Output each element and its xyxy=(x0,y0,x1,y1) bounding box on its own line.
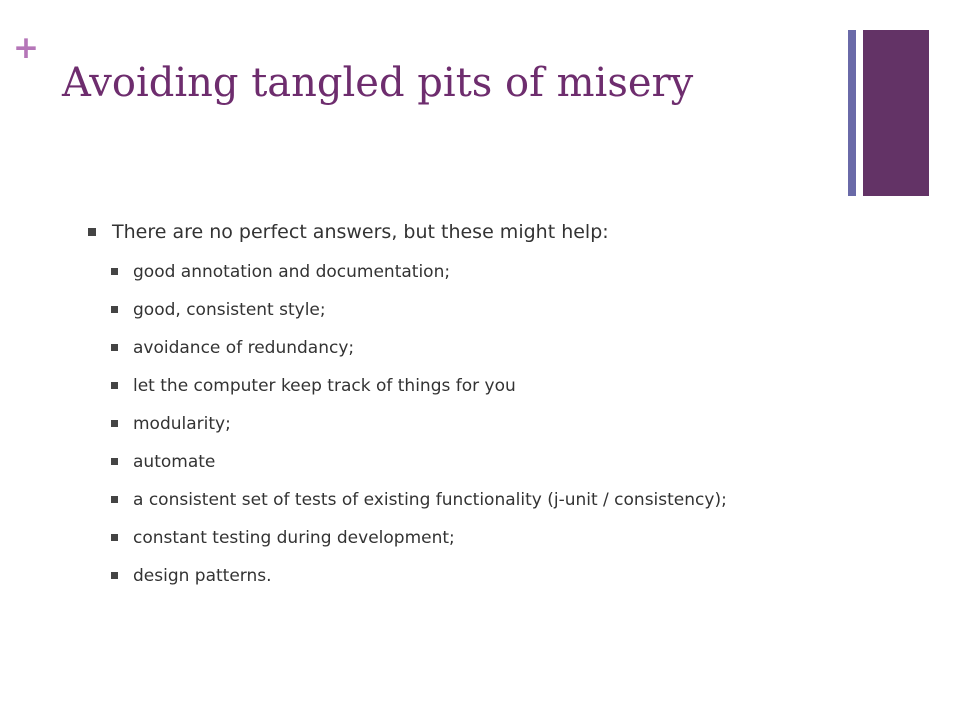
sub-bullet-text: avoidance of redundancy; xyxy=(133,338,355,358)
sub-bullet-text: design patterns. xyxy=(133,566,272,586)
main-bullet-text: There are no perfect answers, but these might help: xyxy=(112,221,609,243)
sub-bullet-text: modularity; xyxy=(133,414,231,434)
sub-bullet-list xyxy=(110,260,806,588)
sub-bullet-text: good annotation and documentation; xyxy=(133,262,451,282)
square-bullet-icon xyxy=(111,268,118,275)
sub-bullet-item xyxy=(110,526,806,550)
sub-bullet-item xyxy=(110,336,806,360)
slide-content xyxy=(86,218,806,602)
square-bullet-icon xyxy=(111,306,118,313)
slide-title: Avoiding tangled pits of misery xyxy=(62,60,694,106)
sub-bullet-text: automate xyxy=(133,452,216,472)
sub-bullet-text: let the computer keep track of things for you xyxy=(133,376,516,396)
decorative-thin-bar xyxy=(848,30,856,196)
sub-bullet-item xyxy=(110,298,806,322)
sub-bullet-item xyxy=(110,412,806,436)
square-bullet-icon xyxy=(111,572,118,579)
sub-bullet-item xyxy=(110,450,806,474)
sub-bullet-item xyxy=(110,564,806,588)
sub-bullet-item xyxy=(110,488,806,512)
square-bullet-icon xyxy=(111,382,118,389)
sub-bullet-text: good, consistent style; xyxy=(133,300,326,320)
square-bullet-icon xyxy=(111,420,118,427)
main-bullet-item xyxy=(86,218,806,246)
square-bullet-icon xyxy=(111,534,118,541)
sub-bullet-item xyxy=(110,374,806,398)
sub-bullet-item xyxy=(110,260,806,284)
plus-icon: + xyxy=(13,30,39,66)
decorative-thick-bar xyxy=(863,30,929,196)
sub-bullet-text: a consistent set of tests of existing functionality (j-unit / consistency); xyxy=(133,490,727,510)
square-bullet-icon xyxy=(111,496,118,503)
square-bullet-icon xyxy=(111,458,118,465)
sub-bullet-text: constant testing during development; xyxy=(133,528,455,548)
square-bullet-icon xyxy=(111,344,118,351)
square-bullet-icon xyxy=(88,228,96,236)
